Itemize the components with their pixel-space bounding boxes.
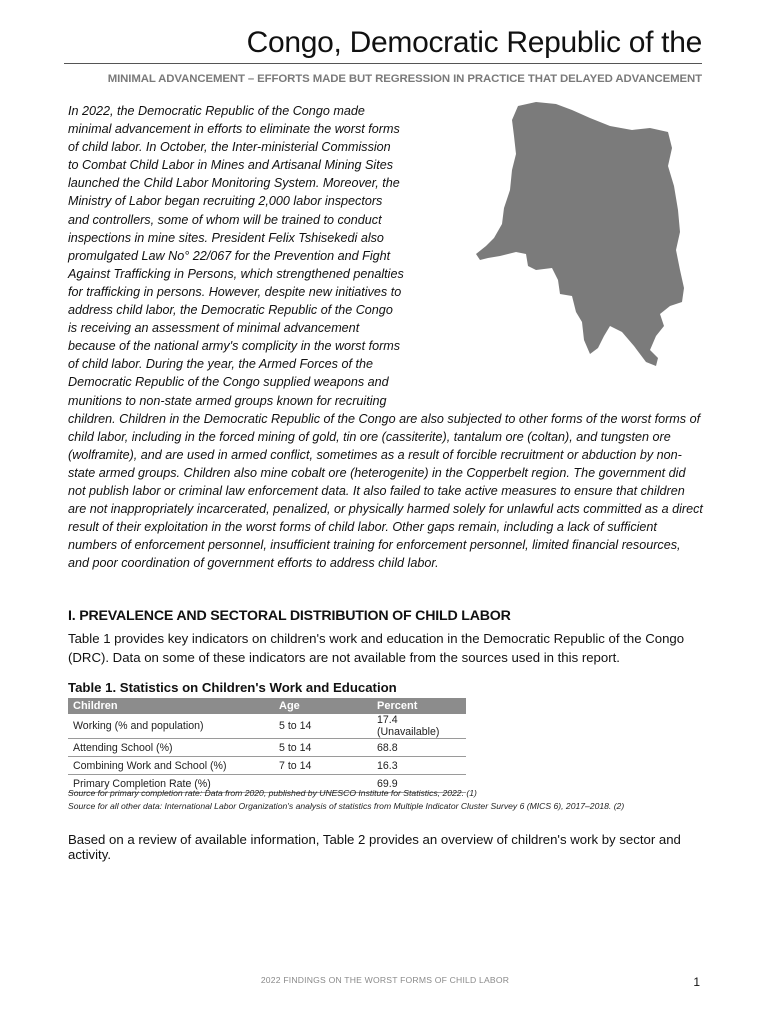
table-cell: 5 to 14 xyxy=(274,739,372,757)
table-header-row xyxy=(68,698,466,714)
table-row xyxy=(68,739,466,757)
table-cell: 69.9 xyxy=(372,775,466,793)
table-row xyxy=(68,757,466,775)
source-note: Source for primary completion rate: Data from 2020, published by UNESCO Institute for Statistics, 2022. (1) xyxy=(68,788,477,798)
page-number: 1 xyxy=(693,975,700,989)
summary-text: In 2022, the Democratic Republic of the Congo made minimal advancement in efforts to eliminate the worst forms of child labor. In October, the Inter-ministerial Commission to Combat Child Labor in Mines and Artisanal Mining Sites launched the Child Labor Monitoring System. Moreover, the Ministry of Labor began recruiting 2,000 labor inspectors and controllers, some of whom will be trained to conduct inspections in mine sites. President Felix Tshisekedi also promulgated Law No° 22/067 for the Prevention and Fight Against Trafficking in Persons, which strengthened penalties for trafficking in persons. However, despite new initiatives to address child labor, the Democratic Republic of the Congo is receiving an assessment of minimal advancement because of the national army's complicity in the worst forms of child labor. During the year, the Armed Forces of the Democratic Republic of the Congo supplied weapons and munitions to non-state armed groups known for recruiting children. Children in the Democratic Republic of the Congo are also subjected to other forms of the worst forms of child labor, including in the forced mining of gold, tin ore (cassiterite), tantalum ore (coltan), and tungsten ore (wolframite), and are used in armed conflict, sometimes as a result of forcible recruitment or abduction by non-state armed groups. Children also mine cobalt ore (heterogenite) in the Copperbelt region. The government did not publish labor or criminal law enforcement data. It also failed to take active measures to ensure that children are not inappropriately incarcerated, penalized, or physically harmed solely for unlawful acts committed as a direct result of their exploitation in the worst forms of child labor. Other gaps remain, including a lack of sufficient numbers of enforcement personnel, insufficient training for enforcement personnel, limited financial resources, and poor coordination of government efforts to address child labor. xyxy=(68,104,703,571)
table-cell: Combining Work and School (%) xyxy=(68,757,274,775)
table-sources xyxy=(68,787,708,812)
map-float-space xyxy=(404,102,704,396)
title-divider xyxy=(64,63,702,64)
table-cell: 7 to 14 xyxy=(274,757,372,775)
closing-paragraph: Based on a review of available information, Table 2 provides an overview of children's work by sector and activity. xyxy=(68,832,681,862)
table-row xyxy=(68,714,466,739)
table-cell: 17.4 (Unavailable) xyxy=(372,714,466,739)
page-title: Congo, Democratic Republic of the xyxy=(246,26,702,59)
assessment-level: MINIMAL ADVANCEMENT – EFFORTS MADE BUT REGRESSION IN PRACTICE THAT DELAYED ADVANCEMENT xyxy=(107,73,702,85)
table-cell: Primary Completion Rate (%) xyxy=(68,775,274,793)
table-cell: 5 to 14 xyxy=(274,714,372,739)
source-note: Source for all other data: International Labor Organization's analysis of statistics from Multiple Indicator Cluster Survey 6 (MICS 6), 2017–2018. (2) xyxy=(68,800,625,811)
table-title: Table 1. Statistics on Children's Work and Education xyxy=(68,680,397,695)
column-header-children: Children xyxy=(68,698,274,714)
section-heading: I. PREVALENCE AND SECTORAL DISTRIBUTION OF CHILD LABOR xyxy=(68,608,511,624)
table-cell: 68.8 xyxy=(372,739,466,757)
executive-summary xyxy=(68,102,704,572)
column-header-age: Age xyxy=(274,698,372,714)
column-header-percent: Percent xyxy=(372,698,466,714)
section-intro: Table 1 provides key indicators on children's work and education in the Democratic Republic of the Congo (DRC). Data on some of these indicators are not available from the sources used in this report. xyxy=(68,631,685,665)
statistics-table xyxy=(68,698,466,793)
table-cell: Attending School (%) xyxy=(68,739,274,757)
table-cell: 16.3 xyxy=(372,757,466,775)
table-cell: Working (% and population) xyxy=(68,714,274,739)
page-footer: 2022 FINDINGS ON THE WORST FORMS OF CHILD LABOR xyxy=(260,975,510,985)
